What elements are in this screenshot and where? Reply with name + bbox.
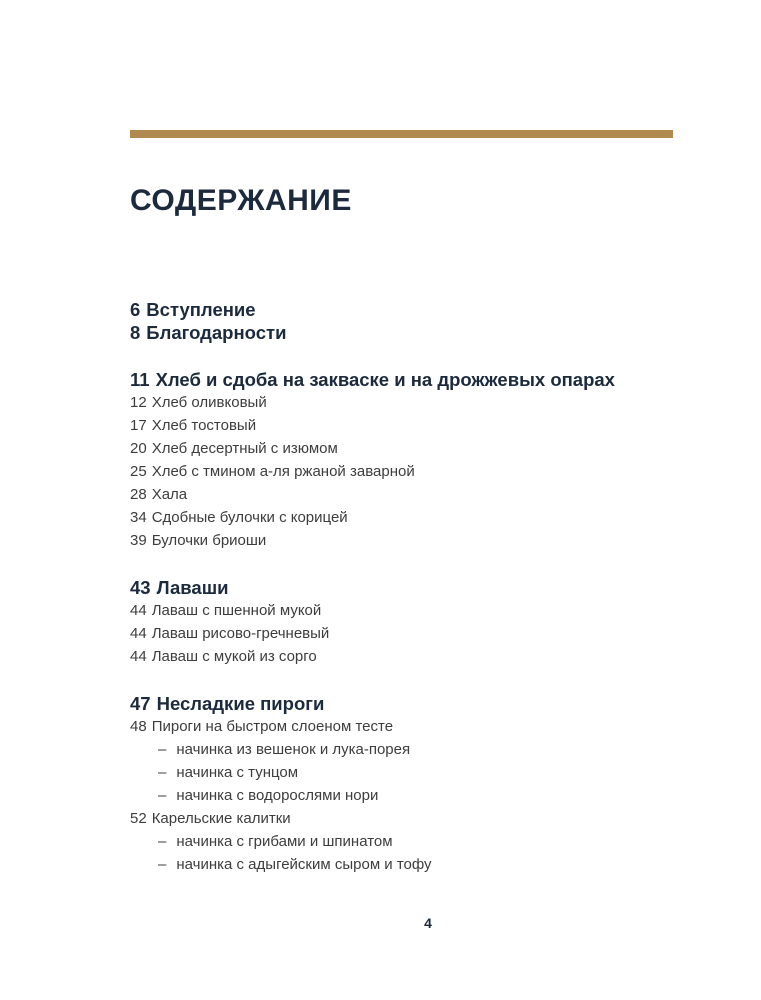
section-gap <box>130 668 690 692</box>
toc-label: начинка с грибами и шпинатом <box>176 833 393 850</box>
toc-item[interactable] <box>130 807 690 830</box>
toc-page-number: 8 <box>130 322 141 343</box>
toc-page-number: 52 <box>130 810 147 827</box>
toc-section-lavash[interactable] <box>130 576 690 599</box>
toc-entry-intro[interactable] <box>130 298 690 321</box>
page-title: СОДЕРЖАНИЕ <box>130 184 352 217</box>
toc-item[interactable] <box>130 622 690 645</box>
toc-item[interactable] <box>130 506 690 529</box>
toc-page-number: 25 <box>130 463 147 480</box>
toc-page-number: 17 <box>130 417 147 434</box>
toc-page-number: 47 <box>130 693 151 714</box>
toc-label: Лаваши <box>156 577 229 598</box>
toc-subitem[interactable] <box>130 738 690 761</box>
toc-label: Пироги на быстром слоеном тесте <box>151 718 394 735</box>
toc-label: Сдобные булочки с корицей <box>151 509 348 526</box>
table-of-contents <box>130 298 690 876</box>
toc-page-number: 39 <box>130 532 147 549</box>
toc-label: Хлеб десертный с изюмом <box>151 440 338 457</box>
dash-marker: – <box>158 833 167 850</box>
toc-page-number: 44 <box>130 602 147 619</box>
toc-label: Хлеб тостовый <box>151 417 257 434</box>
toc-label: Лаваш рисово-гречневый <box>151 625 330 642</box>
toc-subitem[interactable] <box>130 853 690 876</box>
toc-label: Вступление <box>146 299 256 320</box>
toc-label: начинка из вешенок и лука-порея <box>176 741 411 758</box>
toc-item[interactable] <box>130 529 690 552</box>
toc-label: Хлеб оливковый <box>151 394 267 411</box>
toc-page-number: 44 <box>130 625 147 642</box>
toc-item[interactable] <box>130 460 690 483</box>
toc-subitem[interactable] <box>130 830 690 853</box>
toc-page-number: 28 <box>130 486 147 503</box>
toc-subitem[interactable] <box>130 761 690 784</box>
toc-label: Хлеб с тмином а-ля ржаной заварной <box>151 463 415 480</box>
top-gold-rule <box>130 130 673 138</box>
toc-page-number: 12 <box>130 394 147 411</box>
section-gap <box>130 344 690 368</box>
toc-entry-acknowledgements[interactable] <box>130 321 690 344</box>
dash-marker: – <box>158 856 167 873</box>
section-gap <box>130 552 690 576</box>
toc-label: Хала <box>151 486 188 503</box>
toc-item[interactable] <box>130 391 690 414</box>
toc-item[interactable] <box>130 414 690 437</box>
toc-label: Карельские калитки <box>151 810 291 827</box>
dash-marker: – <box>158 764 167 781</box>
toc-label: Булочки бриоши <box>151 532 267 549</box>
toc-page-number: 43 <box>130 577 151 598</box>
toc-item[interactable] <box>130 715 690 738</box>
dash-marker: – <box>158 787 167 804</box>
dash-marker: – <box>158 741 167 758</box>
toc-page-number: 11 <box>130 369 150 390</box>
toc-label: начинка с тунцом <box>176 764 299 781</box>
toc-label: Лаваш с пшенной мукой <box>151 602 322 619</box>
page-number: 4 <box>424 915 432 931</box>
toc-page-number: 48 <box>130 718 147 735</box>
toc-item[interactable] <box>130 437 690 460</box>
toc-label: Лаваш с мукой из сорго <box>151 648 317 665</box>
toc-page-number: 6 <box>130 299 141 320</box>
toc-section-pies[interactable] <box>130 692 690 715</box>
toc-label: Благодарности <box>146 322 287 343</box>
toc-label: Несладкие пироги <box>156 693 325 714</box>
toc-item[interactable] <box>130 483 690 506</box>
toc-item[interactable] <box>130 599 690 622</box>
toc-page-number: 20 <box>130 440 147 457</box>
toc-page-number: 34 <box>130 509 147 526</box>
toc-section-bread[interactable] <box>130 368 690 391</box>
toc-subitem[interactable] <box>130 784 690 807</box>
toc-label: Хлеб и сдоба на закваске и на дрожжевых опарах <box>155 369 615 390</box>
toc-item[interactable] <box>130 645 690 668</box>
toc-page-number: 44 <box>130 648 147 665</box>
toc-label: начинка с водорослями нори <box>176 787 379 804</box>
toc-label: начинка с адыгейским сыром и тофу <box>176 856 432 873</box>
